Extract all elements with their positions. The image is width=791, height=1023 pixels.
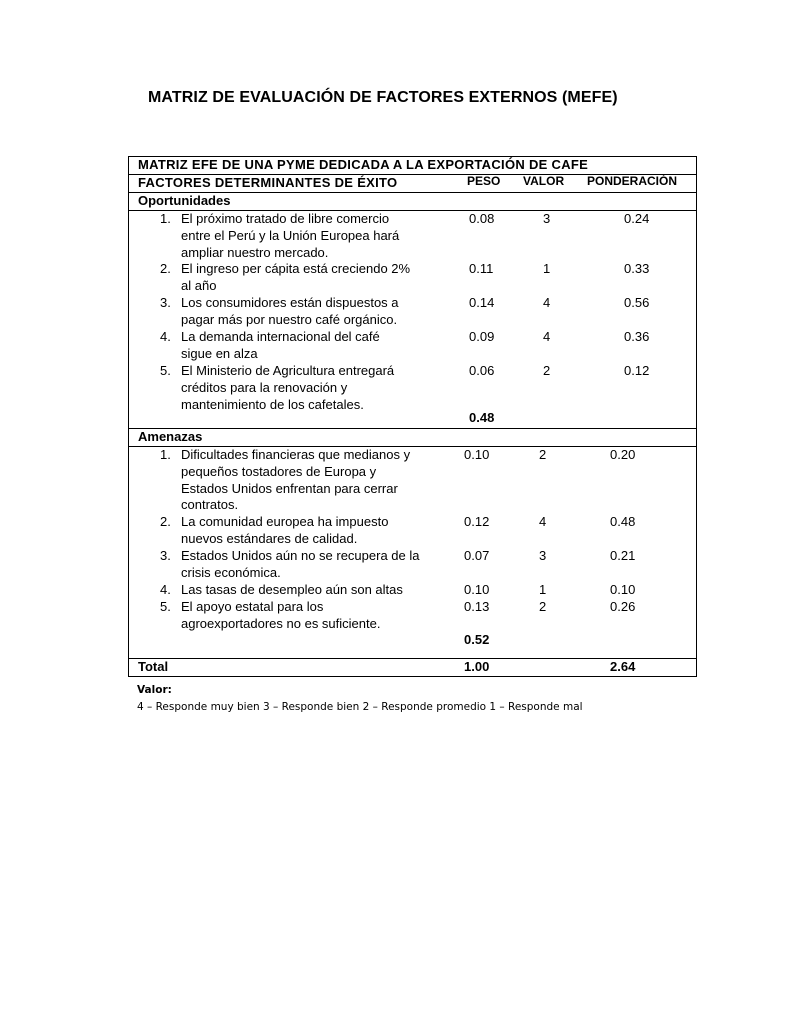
factor-text-line: Dificultades financieras que medianos y [181,447,411,462]
factor-text-line: agroexportadores no es suficiente. [181,615,381,631]
header-peso: PESO [467,174,501,188]
cell-valor: 1 [539,582,547,597]
factor-text-line: La demanda internacional del café [181,329,380,344]
legend-title: Valor: [137,684,172,696]
factor-text [181,329,461,363]
row-number: 4. [160,582,171,597]
factor-text-line: El apoyo estatal para los [181,599,324,614]
factor-text-line: Estados Unidos enfrentan para cerrar [181,480,398,496]
factor-text-line: sigue en alza [181,345,258,361]
cell-ponderacion: 0.48 [610,514,636,529]
factor-text-line: El ingreso per cápita está creciendo 2% [181,261,411,276]
factor-text-line: Estados Unidos aún no se recupera de la [181,548,420,563]
cell-valor: 2 [543,363,551,378]
cell-peso: 0.07 [464,548,490,563]
cell-ponderacion: 0.36 [624,329,650,344]
factor-text [181,514,461,548]
section-oportunidades-label: Oportunidades [129,193,696,211]
header-valor: VALOR [523,174,565,188]
factor-text-line: créditos para la renovación y [181,379,348,395]
cell-peso: 0.11 [469,261,494,276]
cell-peso: 0.14 [469,295,495,310]
factor-text-line: El próximo tratado de libre comercio [181,211,390,226]
row-number: 2. [160,514,171,529]
cell-ponderacion: 0.21 [610,548,636,563]
factor-text [181,599,461,633]
mefe-table [128,156,697,677]
table-header-row [129,175,696,193]
factor-text-line: nuevos estándares de calidad. [181,530,358,546]
cell-peso: 0.06 [469,363,495,378]
cell-peso: 0.10 [464,447,490,462]
subtotal-peso: 0.48 [469,410,495,425]
cell-peso: 0.10 [464,582,490,597]
header-factor: FACTORES DETERMINANTES DE ÉXITO [138,175,398,190]
factor-text [181,261,461,295]
total-row [129,659,696,676]
row-number: 4. [160,329,171,344]
subtotal-peso: 0.52 [464,632,490,647]
factor-text-line: La comunidad europea ha impuesto [181,514,389,529]
cell-peso: 0.09 [469,329,495,344]
factor-text-line: pequeños tostadores de Europa y [181,463,377,479]
factor-text-line: crisis económica. [181,564,281,580]
row-number: 5. [160,363,171,378]
legend [137,682,583,716]
total-label: Total [138,659,169,674]
section-amenazas-label: Amenazas [129,429,696,447]
factor-text-line: ampliar nuestro mercado. [181,244,329,260]
cell-valor: 2 [539,599,547,614]
header-ponderacion: PONDERACIÓN [587,174,678,188]
cell-valor: 4 [539,514,547,529]
cell-ponderacion: 0.26 [610,599,636,614]
row-number: 3. [160,295,171,310]
factor-text-line: entre el Perú y la Unión Europea hará [181,227,400,243]
cell-valor: 2 [539,447,547,462]
cell-ponderacion: 0.10 [610,582,636,597]
row-number: 2. [160,261,171,276]
total-ponderacion: 2.64 [610,659,636,674]
cell-ponderacion: 0.20 [610,447,636,462]
cell-valor: 4 [543,295,551,310]
factor-text-line: pagar más por nuestro café orgánico. [181,311,398,327]
cell-peso: 0.12 [464,514,490,529]
factor-text-line: mantenimiento de los cafetales. [181,396,364,412]
row-number: 5. [160,599,171,614]
cell-valor: 3 [539,548,547,563]
row-number: 3. [160,548,171,563]
cell-peso: 0.08 [469,211,495,226]
factor-text [181,363,461,413]
table-title: MATRIZ EFE DE UNA PYME DEDICADA A LA EXPORTACIÓN DE CAFE [129,157,696,175]
factor-text [181,447,461,514]
factor-text-line: Las tasas de desempleo aún son altas [181,582,403,597]
row-number: 1. [160,447,171,462]
section-oportunidades [129,211,696,429]
cell-valor: 1 [543,261,551,276]
factor-text [181,211,461,261]
cell-ponderacion: 0.12 [624,363,650,378]
total-peso: 1.00 [464,659,490,674]
cell-ponderacion: 0.56 [624,295,650,310]
legend-text: 4 – Responde muy bien 3 – Responde bien 2 – Responde promedio 1 – Responde mal [137,701,583,713]
factor-text-line: El Ministerio de Agricultura entregará [181,363,395,378]
page-title: MATRIZ DE EVALUACIÓN DE FACTORES EXTERNOS (MEFE) [148,89,618,106]
cell-valor: 4 [543,329,551,344]
factor-text [181,295,461,329]
factor-text-line: al año [181,277,217,293]
cell-ponderacion: 0.33 [624,261,650,276]
cell-peso: 0.13 [464,599,490,614]
row-number: 1. [160,211,171,226]
factor-text [181,548,461,582]
factor-text-line: contratos. [181,497,239,513]
section-amenazas [129,447,696,659]
cell-ponderacion: 0.24 [624,211,650,226]
factor-text [181,582,461,599]
cell-valor: 3 [543,211,551,226]
factor-text-line: Los consumidores están dispuestos a [181,295,399,310]
